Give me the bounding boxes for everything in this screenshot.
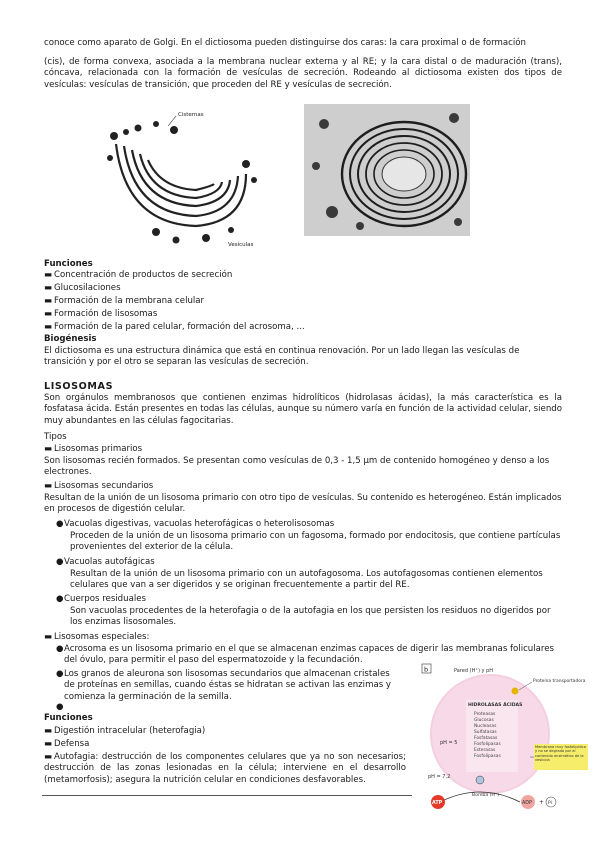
secondary-item-text: Resultan de la unión de un lisosoma primario con un autofagosoma. Los autofagosomas contienen elementos celulares que van a ser digeridos y se originan frecuentemente a partir del RE.: [70, 569, 543, 591]
enzyme-label: Nucleasas: [474, 724, 497, 729]
types-title: Tipos: [44, 432, 67, 442]
panel-letter: b: [424, 665, 429, 674]
document-page: conoce como aparato de Golgi. En el dictiosoma pueden distinguirse dos caras: la cara proximal o de formación (cis), de forma convexa, asociada a la membrana nuclear externa y al RE; y la cara distal o de maduración (trans), cóncava, relacionada con la formación de vesículas de secreción. Rodeando al dictiosoma existen dos tipos de vesículas: vesículas de transición, que proceden del RE y vesículas de secreción. Cisternas Vesículas Funciones ▬ Concentración de productos de secreción ▬ Glucosilaciones ▬ Formación de la membrana celular ▬ Formación de lisosomas ▬ Formación de la pared celular, formación del acrosoma, ... Biogénesis El dictiosoma es una estructura dinámica que está en continua renovación. Por un lado llegan las vesículas de transición y por el otro se separan las vesículas de secreción. LISOSOMAS Son orgánulos membranosos que contienen enzimas hidrolíticos (hidrolasas ácidas), la más característica es la fosfatasa ácida. Están presentes en todas las células, aunque su número varía en función de la actividad celular, siendo muy abundantes en las células fagocitarias. Tipos ▬ Lisosomas primarios Son lisosomas recién formados. Se presentan como vesículas de 0,3 - 1,5 µm de contenido homogéneo y denso a los electrones. ▬ Lisosomas secundarios Resultan de la unión de un lisosoma primario con otro tipo de vesículas. Su contenido es heterogéneo. Están implicados en procesos de digestión celular. ● Vacuolas digestivas, vacuolas heterofágicas o heterolisosomas Proceden de la unión de un lisosoma primario con un fagosoma, formado por endocitosis, que contiene partículas provenientes del exterior de la célula. ● Vacuolas autofágicas Resultan de la unión de un lisosoma primario con un autofagosoma. Los autofagosomas contienen elementos celulares que van a ser digeridos y se originan frecuentemente a partir del RE. ● Cuerpos residuales Son vacuolas procedentes de la heterofagia o de la autofagia en los que persisten los residuos no digeridos por los enzimas lisosomales. ▬ Lisosomas especiales: ● Acrosoma es un lisosoma primario en el que se almacenan enzimas capaces de digerir las membranas foliculares del óvulo, para permitir el paso del espermatozoide y la fecundación. ● Los granos de aleurona son lisosomas secundarios que almacenan cristales de proteínas en semillas, cuando éstas se hidratan se activan las enzimas y comienza la germinación de la semilla. ● Funciones ▬ Digestión intracelular (heterofagia) ▬ Defensa ▬ Autofagia: destrucción de los componentes celulares que ya no son necesarios; destrucción de las zonas lesionadas en la célula; interviene en el desarrollo (metamorfosis); asegura la nutrición celular en condiciones desfavorables. b Pared (H⁺) y pH HIDROLASAS ÁCIDAS Proteasas Glucosas Nucleasas Sulfatasas Fosfatasas Fosfolipasas Esterasas Fosfolipasas pH = 5 pH = 7,2 Proteína transportadora Membrana muy fosfolipídica y no se degrada por el contenido enzimático de la vesícula Bomba (H⁺) ATP ADP + Pi: [0, 0, 600, 848]
diagram-top-label: Pared (H⁺) y pH: [454, 668, 494, 674]
pi-label: Pi: [548, 801, 552, 806]
list-item: ▬ Autofagia: destrucción de los componentes celulares que ya no son necesarios; destrucción de las zonas lesionadas en la célula; interviene en el desarrollo (metamorfosis); asegura la nutrición celular en condiciones desfavorables.: [44, 752, 406, 785]
enzyme-label: Sulfatasas: [474, 730, 497, 735]
secondary-item-label: ● Cuerpos residuales: [56, 594, 147, 604]
transport-protein-icon: [512, 688, 519, 695]
list-item: ▬ Formación de lisosomas: [44, 309, 158, 319]
svg-text:+: +: [539, 799, 545, 806]
lysosomes-intro: Son orgánulos membranosos que contienen enzimas hidrolíticos (hidrolasas ácidas), la más característica es la fosfatasa ácida. Están presentes en todas las células, aunque su número varía en función de la actividad celular, siendo muy abundantes en las células fagocitarias.: [44, 393, 562, 426]
membrane-note: Membrana muy fosfolipídica y no se degrada por el contenido enzimático de la vesícula: [535, 745, 586, 763]
list-item: ▬ Defensa: [44, 739, 90, 749]
enzyme-label: Esterasas: [474, 748, 496, 753]
ph-inside-label: pH = 5: [440, 740, 458, 746]
adp-label: ADP: [522, 801, 532, 806]
divider: [42, 795, 412, 796]
list-item: ▬ Formación de la pared celular, formación del acrosoma, ...: [44, 322, 305, 332]
golgi-paragraph-2: (cis), de forma convexa, asociada a la membrana nuclear externa y al RE; y la cara distal o de maduración (trans), cóncava, relacionada con la formación de vesículas de secreción. Rodeando al dictiosoma existen dos tipos de vesículas: vesículas de transición, que proceden del RE y vesículas de secreción.: [44, 57, 562, 90]
atp-label: ATP: [432, 801, 443, 806]
enzyme-label: Fosfolipasas: [474, 742, 501, 747]
list-item: ▬ Glucosilaciones: [44, 283, 121, 293]
biogenesis-text: El dictiosoma es una estructura dinámica que está en continua renovación. Por un lado llegan las vesículas de transición y por el otro se separan las vesículas de secreción.: [44, 346, 520, 368]
vesiculas-label: Vesículas: [228, 242, 254, 248]
ph-outside-label: pH = 7,2: [428, 774, 451, 780]
primary-lysosomes-label: ▬ Lisosomas primarios: [44, 444, 143, 454]
lysosomes-heading: LISOSOMAS: [44, 381, 114, 392]
secondary-item-label: ● Vacuolas digestivas, vacuolas heterofágicas o heterolisosomas: [56, 519, 335, 529]
pump-label: Bomba (H⁺): [472, 793, 500, 798]
enzyme-label: Glucosas: [474, 718, 494, 723]
enzyme-label: Fosfatasas: [474, 736, 498, 741]
transport-protein-label: Proteína transportadora: [533, 679, 586, 684]
golgi-paragraph-1: conoce como aparato de Golgi. En el dictiosoma pueden distinguirse dos caras: la cara proximal o de formación: [44, 38, 526, 48]
special-item: ● Acrosoma es un lisosoma primario en el que se almacenan enzimas capaces de digerir las membranas foliculares del óvulo, para permitir el paso del espermatozoide y la fecundación.: [56, 644, 555, 666]
secondary-lysosomes-text: Resultan de la unión de un lisosoma primario con otro tipo de vesículas. Su contenido es heterogéneo. Están implicados en procesos de digestión celular.: [44, 493, 562, 515]
list-item: ▬ Digestión intracelular (heterofagia): [44, 726, 206, 736]
secondary-item-text: Proceden de la unión de un lisosoma primario con un fagosoma, formado por endocitosis, que contiene partículas provenientes del exterior de la célula.: [70, 531, 561, 553]
golgi-functions-title: Funciones: [44, 259, 93, 269]
secondary-lysosomes-label: ▬ Lisosomas secundarios: [44, 481, 154, 491]
enzyme-label: Fosfolipasas: [474, 754, 501, 759]
cisternas-label: Cisternas: [178, 112, 204, 118]
lysosome-functions-title: Funciones: [44, 713, 93, 723]
golgi-micrograph-figure: [304, 104, 470, 236]
special-item: ● Los granos de aleurona son lisosomas secundarios que almacenan cristales de proteínas en semillas, cuando éstas se hidratan se activan las enzimas y comienza la germinación de la semilla.: [56, 669, 392, 702]
list-item: ▬ Concentración de productos de secreción: [44, 270, 233, 280]
hydrolases-title: HIDROLASAS ÁCIDAS: [468, 703, 523, 708]
biogenesis-title: Biogénesis: [44, 334, 97, 344]
lysosome-diagram: [420, 662, 590, 812]
secondary-item-label: ● Vacuolas autofágicas: [56, 557, 155, 567]
enzyme-label: Proteasas: [474, 712, 496, 717]
primary-lysosomes-text: Son lisosomas recién formados. Se presentan como vesículas de 0,3 - 1,5 µm de contenido homogéneo y denso a los electrones.: [44, 456, 550, 478]
golgi-drawing-figure: [96, 104, 268, 252]
special-lysosomes-label: ▬ Lisosomas especiales:: [44, 632, 150, 642]
secondary-item-text: Son vacuolas procedentes de la heterofagia o de la autofagia en los que persisten los residuos no digeridos por los enzimas lisosomales.: [70, 606, 551, 628]
proton-pump-icon: [476, 776, 484, 784]
list-item: ▬ Formación de la membrana celular: [44, 296, 205, 306]
